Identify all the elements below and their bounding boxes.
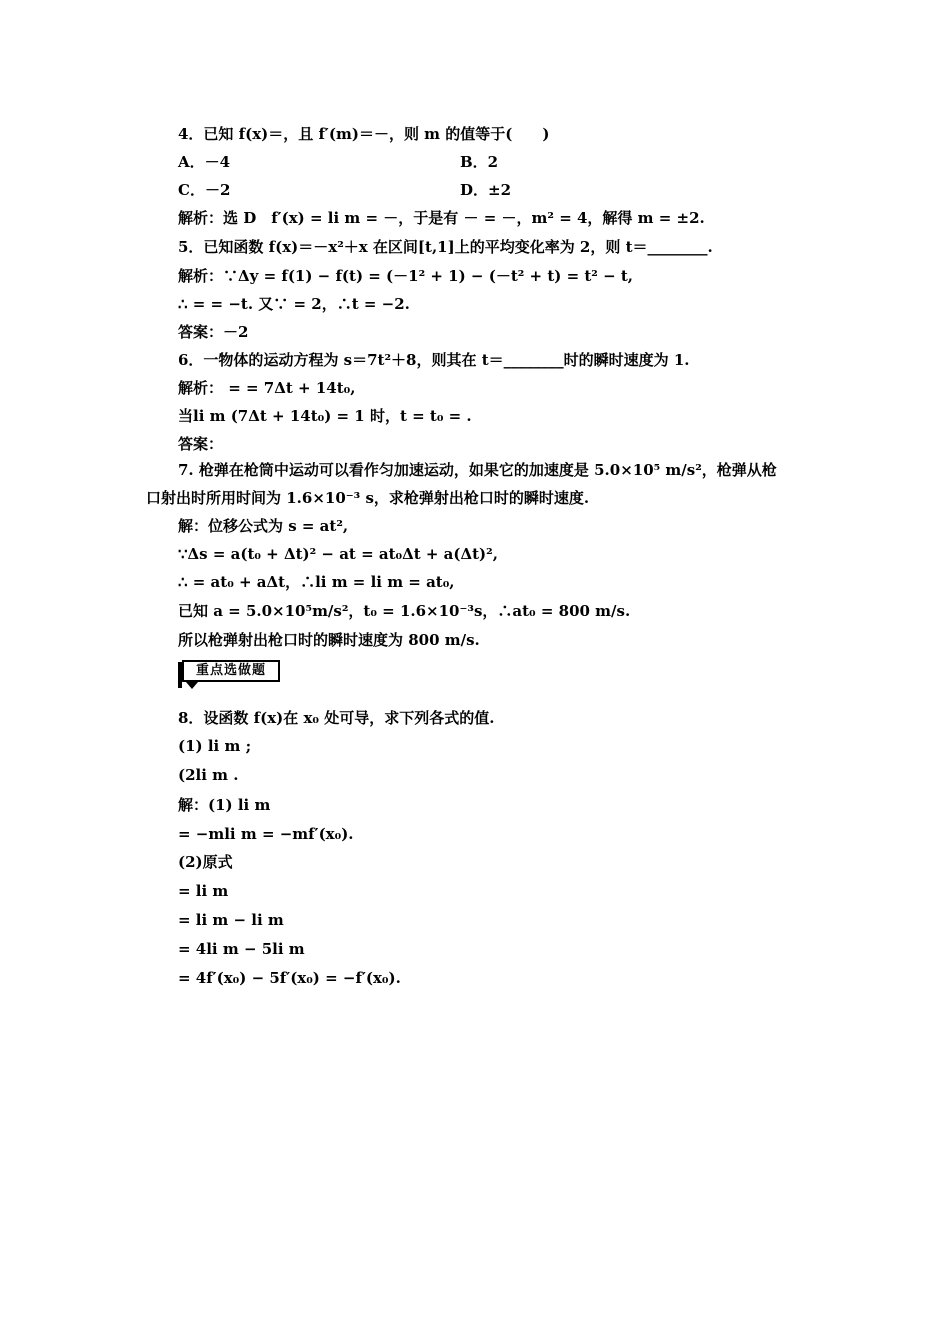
solution-7-line4: 已知 a = 5.0×10⁵m/s²，t₀ = 1.6×10⁻³s，∴at₀ = 800 m/s. — [178, 602, 631, 620]
solution-4: 解析：选 D f′(x) = li m = －，于是有 － = －，m² = 4，解得 m = ±2. — [178, 209, 705, 227]
question-7-line2: 口射出时所用时间为 1.6×10⁻³ s，求枪弹射出枪口时的瞬时速度. — [146, 489, 590, 507]
solution-8-line6: = 4li m − 5li m — [178, 940, 305, 958]
solution-6-line2: 当li m (7Δt + 14t₀) = 1 时，t = t₀ = . — [178, 407, 472, 425]
option-a: A．－4 — [178, 153, 231, 171]
solution-6-line1: 解析： = = 7Δt + 14t₀, — [178, 379, 356, 397]
solution-8-line7: = 4f′(x₀) − 5f′(x₀) = −f′(x₀). — [178, 969, 401, 987]
solution-7-line2: ∵Δs = a(t₀ + Δt)² − at = at₀Δt + a(Δt)², — [178, 545, 498, 563]
solution-8-line3: (2)原式 — [178, 853, 233, 871]
solution-7-line1: 解：位移公式为 s = at², — [178, 517, 349, 535]
question-8-part2: (2li m . — [178, 766, 239, 784]
answer-5: 答案：－2 — [178, 323, 249, 341]
answer-6: 答案： — [178, 435, 224, 453]
question-7-line1: 7. 枪弹在枪筒中运动可以看作匀加速运动，如果它的加速度是 5.0×10⁵ m/s²，枪弹从枪 — [178, 461, 777, 479]
option-c: C．－2 — [178, 181, 231, 199]
solution-5-line2: ∴ = = −t. 又∵ = 2，∴t = −2. — [178, 295, 410, 313]
question-5: 5．已知函数 f(x)＝－x²＋x 在区间[t,1]上的平均变化率为 2，则 t＝________. — [178, 238, 713, 256]
solution-7-line3: ∴ = at₀ + aΔt，∴li m = li m = at₀, — [178, 573, 455, 591]
solution-8-line2: = −mli m = −mf′(x₀). — [178, 825, 354, 843]
solution-7-line5: 所以枪弹射出枪口时的瞬时速度为 800 m/s. — [178, 631, 480, 649]
solution-8-line1: 解：(1) li m — [178, 796, 271, 814]
question-6: 6．一物体的运动方程为 s＝7t²＋8，则其在 t＝________时的瞬时速度为 1. — [178, 351, 690, 369]
badge-label: 重点选做题 — [182, 660, 280, 682]
option-d: D．±2 — [460, 181, 512, 199]
solution-8-line4: = li m — [178, 882, 229, 900]
option-b: B．2 — [460, 153, 499, 171]
question-8: 8．设函数 f(x)在 x₀ 处可导，求下列各式的值. — [178, 709, 495, 727]
question-8-part1: (1) li m ; — [178, 737, 252, 755]
solution-8-line5: = li m − li m — [178, 911, 284, 929]
solution-5-line1: 解析：∵Δy = f(1) − f(t) = (－1² + 1) − (－t² + t) = t² − t, — [178, 267, 634, 285]
badge-arrow-icon — [186, 682, 198, 689]
question-4: 4．已知 f(x)＝，且 f′(m)＝－，则 m 的值等于( ) — [178, 125, 550, 143]
section-badge — [178, 660, 282, 690]
